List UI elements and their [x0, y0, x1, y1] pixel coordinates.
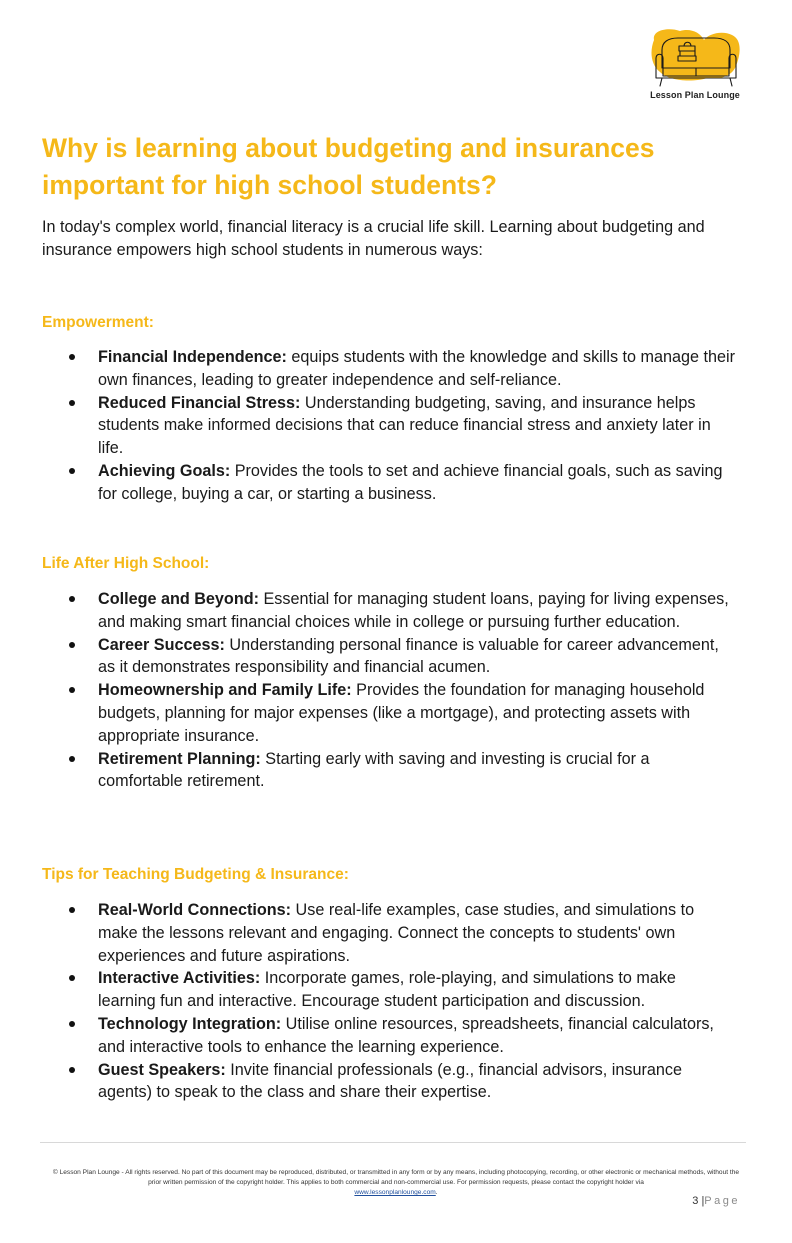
intro-paragraph: In today's complex world, financial literacy is a crucial life skill. Learning about budgeting and insurance empowers high school students in numerous ways: [42, 218, 705, 259]
list-item-term: Technology Integration: [98, 1014, 282, 1033]
list-item-text: equips students with the knowledge and skills to manage their own finances, leading to greater independence and self-reliance. [98, 348, 736, 389]
list-item-term: Homeownership and Family Life: [98, 681, 352, 700]
list-item [0, 634, 738, 680]
list-item [0, 346, 738, 392]
list-item [0, 899, 738, 967]
link-suffix: . [435, 1189, 438, 1196]
lesson-plan-lounge-logo [646, 28, 744, 104]
page-number-value: 3 [692, 1195, 699, 1207]
section-heading-empowerment: Empowerment: [42, 314, 154, 331]
list-item [0, 1059, 738, 1105]
list-item-term: Interactive Activities: [98, 969, 261, 988]
page-number [640, 1195, 740, 1207]
list-item [0, 679, 738, 747]
life-after-high-school-list [0, 588, 792, 793]
list-item-term: Retirement Planning: [98, 749, 261, 768]
page-label: Page [704, 1195, 740, 1207]
copyright-notice [46, 1168, 746, 1198]
list-item-text: Provides the tools to set and achieve financial goals, such as saving for college, buying a car, or starting a business. [98, 461, 723, 503]
section-heading-tips: Tips for Teaching Budgeting & Insurance: [42, 866, 349, 883]
list-item [0, 588, 738, 634]
list-item-term: Achieving Goals: [98, 461, 231, 480]
list-item-text: Invite financial professionals (e.g., financial advisors, insurance agents) to speak to the class and share their expertise. [98, 1060, 682, 1102]
page-separator: | [701, 1195, 705, 1207]
page-title: Why is learning about budgeting and insurances important for high school students? [42, 133, 655, 200]
list-item-text: Essential for managing student loans, paying for living expenses, and making smart financial choices while in college or pursuing further education. [98, 590, 729, 631]
empowerment-list [0, 346, 792, 506]
tips-list [0, 899, 792, 1104]
list-item-term: Reduced Financial Stress: [98, 393, 301, 412]
list-item [0, 392, 738, 460]
list-item [0, 967, 738, 1013]
list-item-term: College and Beyond: [98, 590, 259, 608]
list-item [0, 748, 738, 794]
list-item-text: Incorporate games, role-playing, and simulations to make learning fun and interactive. Encourage student participation and discussion. [98, 969, 676, 1011]
logo-wordmark: Lesson Plan Lounge [650, 90, 740, 100]
website-link[interactable]: www.lessonplanlounge.com [354, 1189, 436, 1196]
list-item-term: Guest Speakers: [98, 1060, 226, 1079]
list-item-term: Real-World Connections: [98, 901, 292, 919]
list-item [0, 460, 738, 506]
list-item-text: Use real-life examples, case studies, and simulations to make the lessons relevant and engaging. Connect the concepts to students' own experiences and future aspirations. [98, 901, 695, 965]
list-item-text: Understanding budgeting, saving, and insurance helps students make informed decisions that can reduce financial stress and anxiety later in life. [98, 393, 711, 458]
footer-divider [40, 1142, 746, 1143]
list-item-text: Starting early with saving and investing is crucial for a comfortable retirement. [98, 749, 650, 791]
section-heading-life-after-high-school: Life After High School: [42, 555, 210, 572]
list-item [0, 1013, 738, 1059]
list-item-term: Career Success: [98, 635, 225, 654]
list-item-text: Utilise online resources, spreadsheets, financial calculators, and interactive tools to enhance the learning experience. [98, 1014, 714, 1056]
list-item-text: Understanding personal finance is valuable for career advancement, as it demonstrates responsibility and financial acumen. [98, 635, 719, 677]
sofa-icon [648, 28, 742, 90]
list-item-text: Provides the foundation for managing household budgets, planning for major expenses (like a mortgage), and protecting assets with appropriate insurance. [98, 681, 705, 745]
copyright-text: © Lesson Plan Lounge - All rights reserved. No part of this document may be reproduced, distributed, or transmitted in any form or by any means, including photocopying, recording, or other electronic or mechanical methods, without the prior written permission of the copyright holder. This applies to both commercial and non-commercial use. For permission requests, please contact the copyright holder via [52, 1169, 740, 1186]
list-item-term: Financial Independence: [98, 348, 287, 366]
